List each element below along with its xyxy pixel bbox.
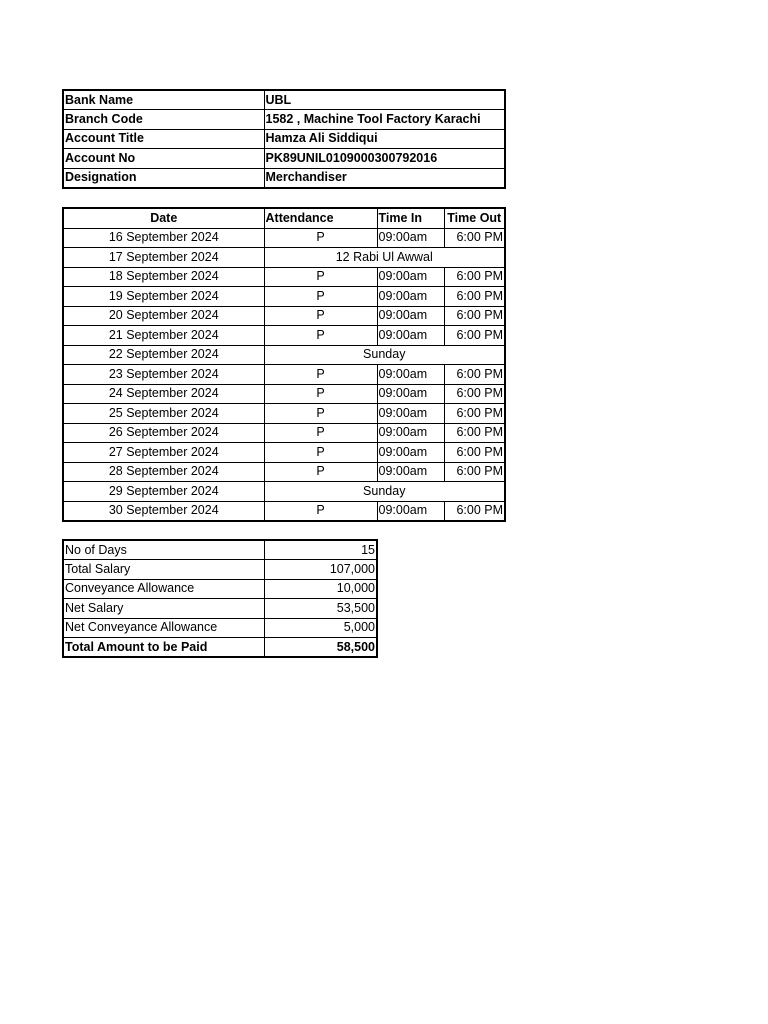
summary-row bbox=[63, 579, 377, 599]
date-cell: 20 September 2024 bbox=[63, 306, 264, 326]
attendance-status-cell: P bbox=[264, 306, 377, 326]
attendance-header-row bbox=[63, 208, 505, 228]
date-cell: 24 September 2024 bbox=[63, 384, 264, 404]
time-in-cell: 09:00am bbox=[377, 287, 444, 307]
attendance-status-cell: P bbox=[264, 462, 377, 482]
summary-value: 107,000 bbox=[264, 560, 377, 580]
info-value: UBL bbox=[264, 90, 505, 110]
attendance-column-header: Attendance bbox=[264, 208, 377, 228]
attendance-status-cell: P bbox=[264, 384, 377, 404]
time-out-cell: 6:00 PM bbox=[444, 501, 505, 521]
summary-label: Conveyance Allowance bbox=[63, 579, 264, 599]
time-in-cell: 09:00am bbox=[377, 228, 444, 248]
summary-label: No of Days bbox=[63, 540, 264, 560]
info-label: Account Title bbox=[63, 129, 264, 149]
summary-label: Net Conveyance Allowance bbox=[63, 618, 264, 638]
holiday-note-cell: 12 Rabi Ul Awwal bbox=[264, 248, 505, 268]
time-in-cell: 09:00am bbox=[377, 384, 444, 404]
date-cell: 17 September 2024 bbox=[63, 248, 264, 268]
time-in-cell: 09:00am bbox=[377, 423, 444, 443]
info-row bbox=[63, 168, 505, 188]
info-value: Hamza Ali Siddiqui bbox=[264, 129, 505, 149]
info-label: Account No bbox=[63, 149, 264, 169]
info-label: Bank Name bbox=[63, 90, 264, 110]
date-cell: 18 September 2024 bbox=[63, 267, 264, 287]
attendance-row bbox=[63, 501, 505, 521]
attendance-status-cell: P bbox=[264, 326, 377, 346]
holiday-note-cell: Sunday bbox=[264, 482, 505, 502]
info-value: 1582 , Machine Tool Factory Karachi bbox=[264, 110, 505, 130]
summary-row bbox=[63, 618, 377, 638]
holiday-note-cell: Sunday bbox=[264, 345, 505, 365]
time-out-cell: 6:00 PM bbox=[444, 228, 505, 248]
attendance-status-cell: P bbox=[264, 267, 377, 287]
attendance-row bbox=[63, 345, 505, 365]
time-in-cell: 09:00am bbox=[377, 501, 444, 521]
attendance-status-cell: P bbox=[264, 423, 377, 443]
date-cell: 22 September 2024 bbox=[63, 345, 264, 365]
attendance-table bbox=[62, 207, 506, 522]
attendance-status-cell: P bbox=[264, 501, 377, 521]
attendance-row bbox=[63, 404, 505, 424]
attendance-row bbox=[63, 306, 505, 326]
attendance-row bbox=[63, 482, 505, 502]
time-in-column-header: Time In bbox=[377, 208, 444, 228]
date-cell: 29 September 2024 bbox=[63, 482, 264, 502]
time-in-cell: 09:00am bbox=[377, 326, 444, 346]
time-in-cell: 09:00am bbox=[377, 365, 444, 385]
time-in-cell: 09:00am bbox=[377, 267, 444, 287]
attendance-status-cell: P bbox=[264, 287, 377, 307]
attendance-body bbox=[63, 228, 505, 521]
time-out-cell: 6:00 PM bbox=[444, 267, 505, 287]
date-cell: 26 September 2024 bbox=[63, 423, 264, 443]
time-out-cell: 6:00 PM bbox=[444, 326, 505, 346]
time-in-cell: 09:00am bbox=[377, 443, 444, 463]
summary-body bbox=[63, 540, 377, 657]
info-label: Branch Code bbox=[63, 110, 264, 130]
time-out-cell: 6:00 PM bbox=[444, 306, 505, 326]
time-out-cell: 6:00 PM bbox=[444, 365, 505, 385]
attendance-row bbox=[63, 267, 505, 287]
summary-label: Total Salary bbox=[63, 560, 264, 580]
time-out-cell: 6:00 PM bbox=[444, 384, 505, 404]
summary-label: Total Amount to be Paid bbox=[63, 638, 264, 658]
date-cell: 19 September 2024 bbox=[63, 287, 264, 307]
time-in-cell: 09:00am bbox=[377, 462, 444, 482]
date-cell: 25 September 2024 bbox=[63, 404, 264, 424]
attendance-row bbox=[63, 365, 505, 385]
summary-row bbox=[63, 638, 377, 658]
time-out-cell: 6:00 PM bbox=[444, 443, 505, 463]
info-row bbox=[63, 129, 505, 149]
summary-row bbox=[63, 560, 377, 580]
info-label: Designation bbox=[63, 168, 264, 188]
summary-row bbox=[63, 599, 377, 619]
attendance-row bbox=[63, 228, 505, 248]
date-cell: 30 September 2024 bbox=[63, 501, 264, 521]
attendance-row bbox=[63, 443, 505, 463]
info-value: PK89UNIL0109000300792016 bbox=[264, 149, 505, 169]
info-row bbox=[63, 110, 505, 130]
date-column-header: Date bbox=[63, 208, 264, 228]
date-cell: 28 September 2024 bbox=[63, 462, 264, 482]
date-cell: 16 September 2024 bbox=[63, 228, 264, 248]
salary-summary-table bbox=[62, 539, 378, 658]
attendance-row bbox=[63, 248, 505, 268]
account-info-table bbox=[62, 89, 506, 189]
date-cell: 21 September 2024 bbox=[63, 326, 264, 346]
attendance-row bbox=[63, 462, 505, 482]
info-value: Merchandiser bbox=[264, 168, 505, 188]
attendance-status-cell: P bbox=[264, 365, 377, 385]
time-out-cell: 6:00 PM bbox=[444, 404, 505, 424]
time-out-cell: 6:00 PM bbox=[444, 423, 505, 443]
attendance-status-cell: P bbox=[264, 228, 377, 248]
attendance-row bbox=[63, 384, 505, 404]
summary-value: 58,500 bbox=[264, 638, 377, 658]
summary-value: 15 bbox=[264, 540, 377, 560]
attendance-row bbox=[63, 326, 505, 346]
time-out-cell: 6:00 PM bbox=[444, 462, 505, 482]
time-out-cell: 6:00 PM bbox=[444, 287, 505, 307]
summary-label: Net Salary bbox=[63, 599, 264, 619]
date-cell: 27 September 2024 bbox=[63, 443, 264, 463]
summary-value: 10,000 bbox=[264, 579, 377, 599]
info-row bbox=[63, 90, 505, 110]
time-in-cell: 09:00am bbox=[377, 306, 444, 326]
attendance-status-cell: P bbox=[264, 443, 377, 463]
attendance-row bbox=[63, 423, 505, 443]
time-out-column-header: Time Out bbox=[444, 208, 505, 228]
info-row bbox=[63, 149, 505, 169]
summary-value: 5,000 bbox=[264, 618, 377, 638]
attendance-row bbox=[63, 287, 505, 307]
date-cell: 23 September 2024 bbox=[63, 365, 264, 385]
summary-row bbox=[63, 540, 377, 560]
time-in-cell: 09:00am bbox=[377, 404, 444, 424]
attendance-status-cell: P bbox=[264, 404, 377, 424]
summary-value: 53,500 bbox=[264, 599, 377, 619]
